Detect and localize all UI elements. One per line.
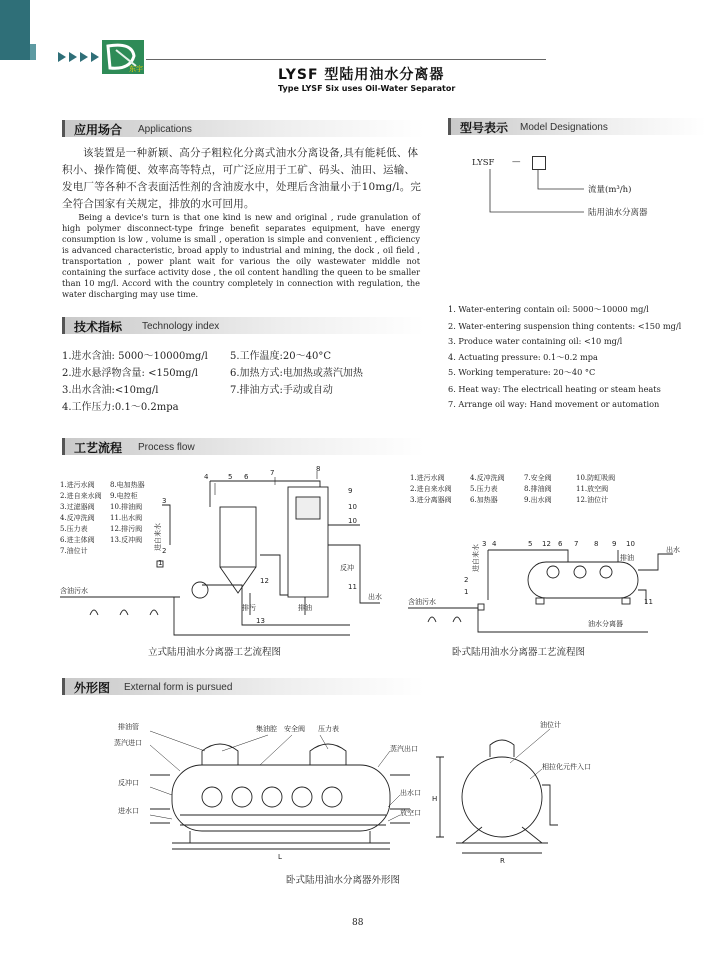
vertical-process-diagram (60, 465, 390, 640)
left-drain-label: 排污 (242, 604, 256, 612)
svg-text:4: 4 (492, 540, 497, 548)
header-rule (146, 59, 546, 60)
svg-text:7: 7 (270, 469, 275, 477)
svg-text:6: 6 (244, 473, 249, 481)
section-bar (62, 120, 65, 137)
section-title-cn: 工艺流程 (74, 441, 123, 455)
tech-en-item: 5. Working temperature: 20～40 °C (448, 367, 596, 377)
section-title-en: Technology index (142, 321, 220, 332)
section-title-en: Model Designations (520, 122, 608, 133)
svg-text:8: 8 (316, 465, 321, 473)
svg-text:5: 5 (528, 540, 533, 548)
section-bar (62, 678, 65, 695)
section-title-cn: 技术指标 (74, 320, 123, 334)
section-applications (62, 120, 424, 137)
tech-cn-item: 7.排油方式:手动或自动 (230, 385, 333, 396)
tech-cn-item: 5.工作温度:20～40°C (230, 351, 332, 362)
label-element-inlet: 相拉化元件入口 (542, 763, 591, 771)
legend-left-col2: 8.电加热器 9.电控柜 10.排油阀 11.出水阀 12.排污阀 13.反冲阀 (110, 481, 145, 544)
page-number: 88 (352, 918, 364, 928)
page-title: LYSF 型陆用油水分离器 (278, 67, 445, 83)
tech-cn-item: 4.工作压力:0.1～0.2mpa (62, 402, 179, 413)
left-water-supply-label: 进自来水 (154, 523, 162, 551)
label-oil-collector: 集油腔 (256, 725, 277, 733)
tech-en-item: 3. Produce water containing oil: <10 mg/l (448, 336, 623, 346)
svg-text:9: 9 (348, 487, 353, 495)
tech-en-item: 7. Arrange oil way: Hand movement or automation (448, 399, 660, 409)
tech-cn-item: 6.加热方式:电加热或蒸汽加热 (230, 368, 363, 379)
label-pressure-gauge: 压力表 (318, 725, 339, 733)
label-steam-in: 蒸汽进口 (114, 739, 142, 747)
dimension-R: R (500, 857, 505, 865)
tech-en-item: 2. Water-entering suspension thing contents: <150 mg/l (448, 321, 682, 331)
horizontal-process-diagram (408, 530, 688, 640)
right-water-supply-label: 进自来水 (472, 544, 480, 572)
left-inlet-label: 含油污水 (60, 587, 88, 595)
section-title-en: Process flow (138, 442, 195, 453)
right-outlet-label: 出水 (666, 546, 680, 554)
applications-text-en: Being a device's turn is that one kind is new and original , rude granulation of high polymer disconnect-type fringe benefit separates equipment, have energy consumption is low , volume is small , operation is simple and convenient , efficiency is advanced characteristic, broad apply to industrial and mining, the dock , oil field , transportation , power plant wait for various the oily wastewater middle not containing the surface activity dose , the oil content handling the queen to be smaller than 10 mg/l. Accord with the country completely in connection with regulation, the water discharging may use time. (62, 212, 420, 299)
dimension-H: H (432, 795, 438, 803)
tech-cn-item: 2.进水悬浮物含量: <150mg/l (62, 368, 199, 379)
section-title-en: Applications (138, 124, 192, 135)
model-flow-label: 流量(m³/h) (588, 185, 632, 195)
caption-horizontal: 卧式陆用油水分离器工艺流程图 (452, 647, 586, 658)
svg-text:6: 6 (558, 540, 563, 548)
left-oil-label: 排油 (298, 604, 312, 612)
svg-text:10: 10 (348, 517, 357, 525)
label-water-in: 进水口 (118, 807, 139, 815)
svg-text:4: 4 (204, 473, 209, 481)
label-oil-pipe: 排油管 (118, 723, 139, 731)
section-title-cn: 外形图 (74, 681, 111, 695)
section-external (62, 678, 424, 695)
svg-text:2: 2 (464, 576, 469, 584)
left-outlet-label: 出水 (368, 593, 382, 601)
section-bar (448, 118, 451, 135)
section-technology (62, 317, 424, 334)
svg-text:5: 5 (228, 473, 233, 481)
section-title-en: External form is pursued (124, 682, 233, 693)
section-bar (62, 438, 65, 455)
external-drawing (110, 715, 610, 865)
tech-en-item: 1. Water-entering contain oil: 5000～10000 mg/l (448, 304, 649, 314)
arrow-icons (58, 50, 100, 64)
left-reflux-label: 反冲 (340, 564, 354, 572)
svg-text:12: 12 (260, 577, 269, 585)
model-name-label: 陆用油水分离器 (588, 208, 648, 218)
svg-text:3: 3 (162, 497, 167, 505)
section-process (62, 438, 424, 455)
tech-cn-item: 3.出水含油:<10mg/l (62, 385, 159, 396)
svg-text:13: 13 (256, 617, 265, 625)
model-dash: — (512, 157, 521, 167)
legend-right-col4: 10.防虹吸阀 11.放空阀 12.油位计 (576, 474, 616, 504)
dimension-L: L (278, 853, 282, 861)
label-steam-out: 蒸汽出口 (390, 745, 418, 753)
tech-en-item: 4. Actuating pressure: 0.1～0.2 mpa (448, 352, 598, 362)
legend-right-col2: 4.反冲洗阀 5.压力表 6.加热器 (470, 474, 505, 504)
svg-text:1: 1 (464, 588, 469, 596)
svg-text:10: 10 (348, 503, 357, 511)
corner-accent (30, 44, 36, 60)
label-water-out: 出水口 (400, 789, 421, 797)
svg-text:10: 10 (626, 540, 635, 548)
applications-text-cn: 该装置是一种新颖、高分子粗粒化分离式油水分离设备,具有能耗低、体积小、操作简便、效率高等特点，可广泛应用于工矿、码头、油田、运输、发电厂等各种不含表面活性剂的含油废水中，处理后含油量小于10mg/l。完全符合国家有关规定，排放的水可回用。 (62, 147, 422, 210)
label-safety-valve: 安全阀 (284, 725, 305, 733)
legend-right-col1: 1.进污水阀 2.进自来水阀 3.进分离器阀 (410, 474, 452, 504)
right-oil-label: 排油 (620, 554, 634, 562)
model-code: LYSF (472, 158, 495, 168)
svg-text:1: 1 (158, 559, 163, 567)
svg-text:7: 7 (574, 540, 579, 548)
svg-text:11: 11 (348, 583, 357, 591)
model-leader-lines (472, 152, 702, 232)
caption-vertical: 立式陆用油水分离器工艺流程图 (148, 647, 282, 658)
page-subtitle: Type LYSF Six uses Oil-Water Separator (278, 84, 456, 93)
section-model (448, 118, 706, 135)
label-oil-level: 油位计 (540, 721, 561, 729)
svg-text:9: 9 (612, 540, 617, 548)
section-bar (62, 317, 65, 334)
svg-text:8: 8 (594, 540, 599, 548)
svg-text:11: 11 (644, 598, 653, 606)
logo-text: 东宇 (129, 65, 143, 73)
tech-en-item: 6. Heat way: The electricall heating or steam heats (448, 384, 661, 394)
section-title-cn: 型号表示 (460, 121, 509, 135)
company-logo (102, 40, 144, 74)
section-title-cn: 应用场合 (74, 123, 123, 137)
corner-block (0, 0, 30, 60)
svg-text:3: 3 (482, 540, 487, 548)
right-inlet-label: 含油污水 (408, 598, 436, 606)
model-diagram (472, 152, 702, 232)
legend-right-col3: 7.安全阀 8.排油阀 9.出水阀 (524, 474, 552, 504)
label-vent: 放空口 (400, 809, 421, 817)
label-backwash: 反冲口 (118, 779, 139, 787)
legend-left-col1: 1.进污水阀 2.进自来水阀 3.过滤器阀 4.反冲洗阀 5.压力表 6.进主体阀 7.油位计 (60, 481, 102, 555)
right-tank-label: 油水分离器 (588, 620, 623, 628)
svg-text:12: 12 (542, 540, 551, 548)
tech-cn-item: 1.进水含油: 5000～10000mg/l (62, 351, 208, 362)
caption-external: 卧式陆用油水分离器外形图 (286, 875, 401, 886)
svg-text:2: 2 (162, 547, 167, 555)
